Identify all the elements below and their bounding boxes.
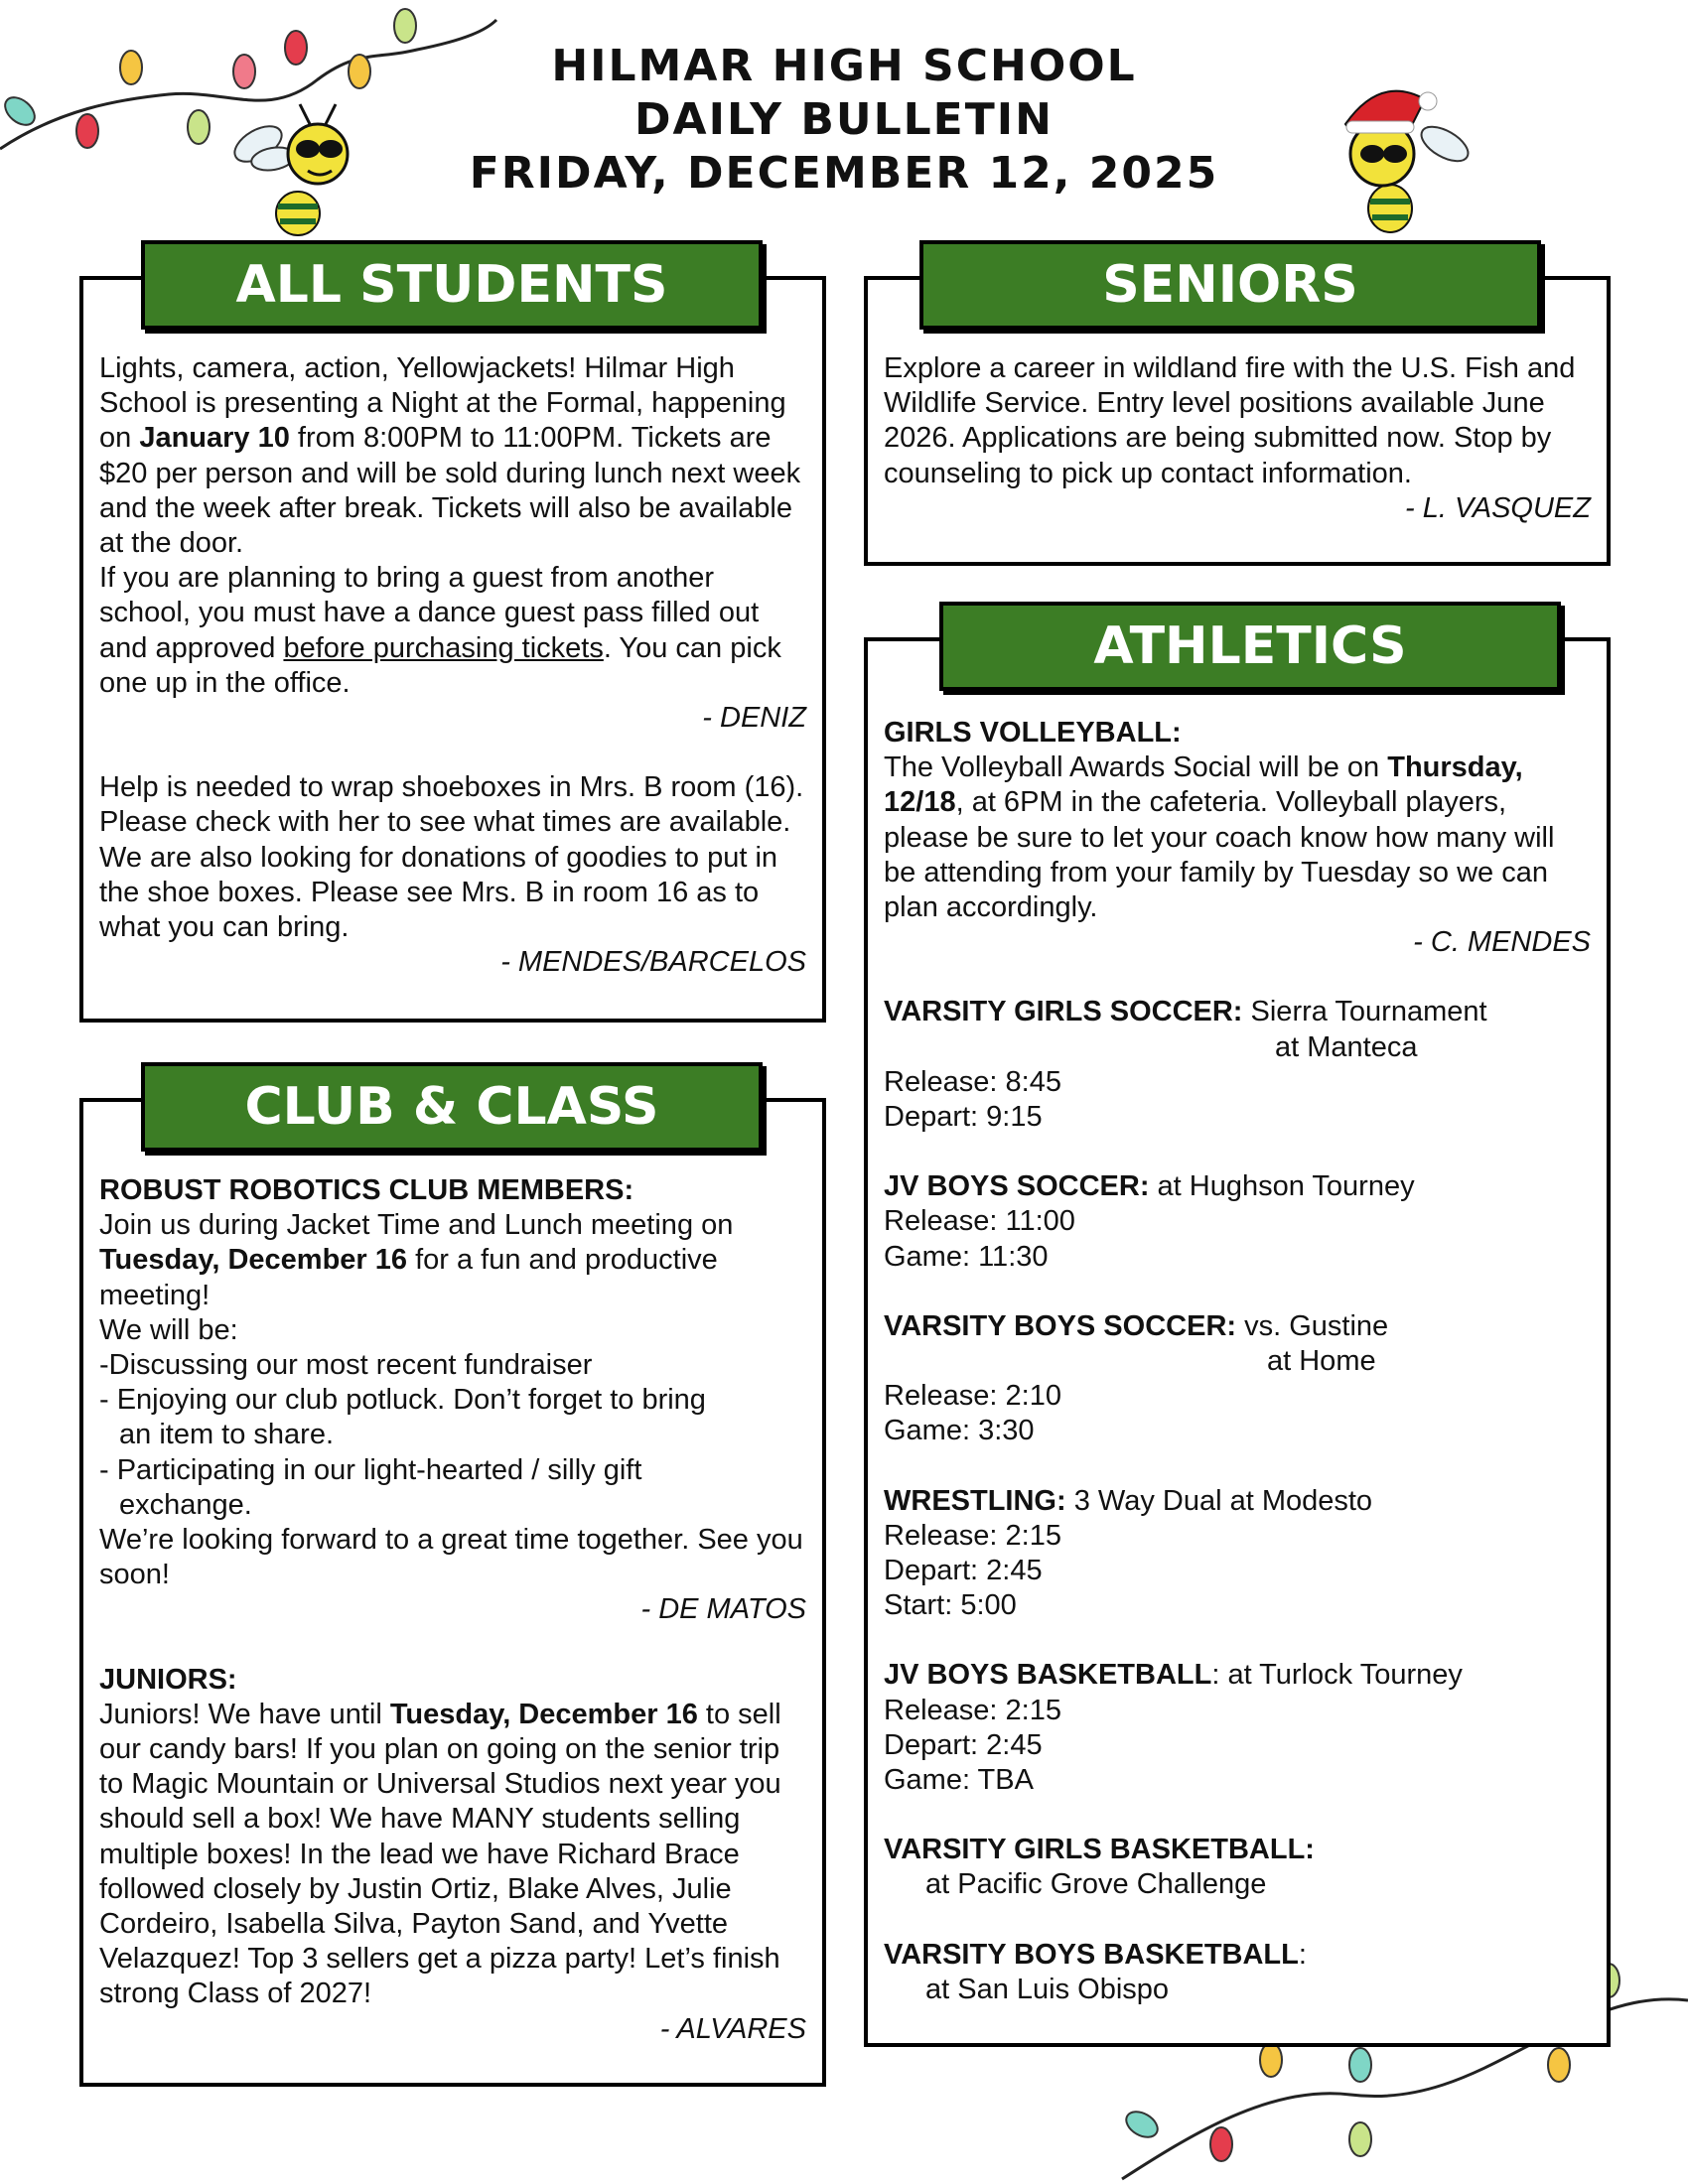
guest-pass-note: If you are planning to bring a guest from another school, you must have a dance guest pass filled out and approved before purchasing tickets. You can pick one up in the office. [99,562,781,699]
jv-basketball-release: Release: 2:15 [884,1694,1061,1726]
list-item: an item to share. [119,1419,334,1451]
robotics-heading: ROBUST ROBOTICS CLUB MEMBERS: [99,1174,634,1206]
list-item: exchange. [119,1488,252,1521]
girls-soccer-depart: Depart: 9:15 [884,1101,1043,1134]
boys-basketball-heading: VARSITY BOYS BASKETBALL: [884,1938,1307,1971]
jv-soccer-heading: JV BOYS SOCCER: at Hughson Tourney [884,1170,1415,1203]
list-item: - Participating in our light-hearted / silly gift [99,1453,642,1486]
signature: - L. VASQUEZ [1405,491,1591,524]
school-name: HILMAR HIGH SCHOOL [551,41,1137,91]
list-item: - Enjoying our club potluck. Don’t forget to bring [99,1384,706,1417]
boys-soccer-game: Game: 3:30 [884,1415,1035,1447]
boys-soccer-release: Release: 2:10 [884,1380,1061,1413]
seniors-announcement: Explore a career in wildland fire with the U.S. Fish and Wildlife Service. Entry level positions available June 2026. Applications are being submitted now. Stop by counseling to pick up contact information. [884,352,1576,489]
bulletin-header [0,40,1688,201]
girls-basketball-heading: VARSITY GIRLS BASKETBALL: [884,1834,1315,1866]
seniors-title: SENIORS [1102,255,1358,315]
jv-soccer-game: Game: 11:30 [884,1240,1049,1273]
seniors-banner [919,240,1541,330]
girls-basketball-event: at Pacific Grove Challenge [925,1868,1267,1901]
light-bulb-icon [394,9,416,43]
girls-soccer-release: Release: 8:45 [884,1065,1061,1098]
bulletin-title: DAILY BULLETIN [634,94,1054,145]
light-bulb-icon [1349,2048,1371,2082]
girls-soccer-heading: VARSITY GIRLS SOCCER: Sierra Tournament [884,996,1487,1028]
volleyball-heading: GIRLS VOLLEYBALL: [884,717,1182,749]
club-class-content [99,1173,806,2047]
all-students-content [99,351,806,980]
light-bulb-icon [1349,2122,1371,2156]
wrestling-start: Start: 5:00 [884,1589,1017,1622]
all-students-title: ALL STUDENTS [235,255,668,315]
jv-basketball-heading: JV BOYS BASKETBALL: at Turlock Tourney [884,1659,1463,1692]
juniors-announcement: Juniors! We have until Tuesday, December 16 to sell our candy bars! If you plan on going on the senior trip to Magic Mountain or Universal Studios next year you should sell a box! We have MANY students selling multiple boxes! In the lead we have Richard Brace followed closely by Justin Ortiz, Blake Alves, Julie Cordeiro, Isabella Silva, Payton Sand, and Yvette Velazquez! Top 3 sellers get a pizza party! Let’s finish strong Class of 2027! [99,1698,781,2010]
wrestling-release: Release: 2:15 [884,1519,1061,1552]
signature: - DENIZ [702,702,806,735]
bulletin-date: FRIDAY, DECEMBER 12, 2025 [469,148,1219,199]
light-bulb-icon [1210,2127,1232,2161]
light-bulb-icon [1548,2048,1570,2082]
signature: - C. MENDES [1413,926,1591,959]
shoebox-announcement: Help is needed to wrap shoeboxes in Mrs. B room (16). Please check with her to see what times are available. We are also looking for donations of goodies to put in the shoe boxes. Please see Mrs. B in room 16 as to what you can bring. [99,771,804,944]
club-class-title: CLUB & CLASS [244,1077,659,1137]
all-students-banner [141,240,763,330]
signature: - ALVARES [659,2012,806,2045]
formal-announcement: Lights, camera, action, Yellowjackets! Hilmar High School is presenting a Night at the Formal, happening on January 10 from 8:00PM to 11:00PM. Tickets are $20 per person and will be sold during lunch next week and the week after break. Tickets will also be available at the door. [99,352,801,560]
seniors-content [884,351,1591,526]
wrestling-heading: WRESTLING: 3 Way Dual at Modesto [884,1484,1373,1517]
boys-soccer-heading: VARSITY BOYS SOCCER: vs. Gustine [884,1309,1389,1342]
boys-soccer-location: at Home [1267,1345,1376,1378]
signature: - DE MATOS [640,1593,806,1626]
jv-basketball-depart: Depart: 2:45 [884,1728,1043,1761]
athletics-banner [939,602,1561,691]
jv-soccer-release: Release: 11:00 [884,1205,1075,1238]
girls-soccer-location: at Manteca [1275,1030,1418,1063]
light-bulb-icon [1260,2043,1282,2077]
athletics-title: ATHLETICS [1093,616,1407,676]
light-bulb-icon [1122,2107,1162,2142]
robotics-closing: We’re looking forward to a great time together. See you soon! [99,1524,803,1591]
volleyball-announcement: The Volleyball Awards Social will be on Thursday, 12/18, at 6PM in the cafeteria. Volleyball players, please be sure to let your coach know how many will be attending from your family by Tuesday so we can plan accordingly. [884,751,1555,924]
wrestling-depart: Depart: 2:45 [884,1555,1043,1587]
robotics-intro: Join us during Jacket Time and Lunch meeting on Tuesday, December 16 for a fun and productive meeting! [99,1209,734,1311]
signature: - MENDES/BARCELOS [500,946,806,979]
jv-basketball-game: Game: TBA [884,1764,1034,1797]
juniors-heading: JUNIORS: [99,1663,237,1696]
list-item: -Discussing our most recent fundraiser [99,1349,593,1382]
boys-basketball-event: at San Luis Obispo [925,1973,1170,2005]
robotics-will-be: We will be: [99,1313,238,1346]
club-class-banner [141,1062,763,1152]
athletics-content [884,716,1591,2007]
